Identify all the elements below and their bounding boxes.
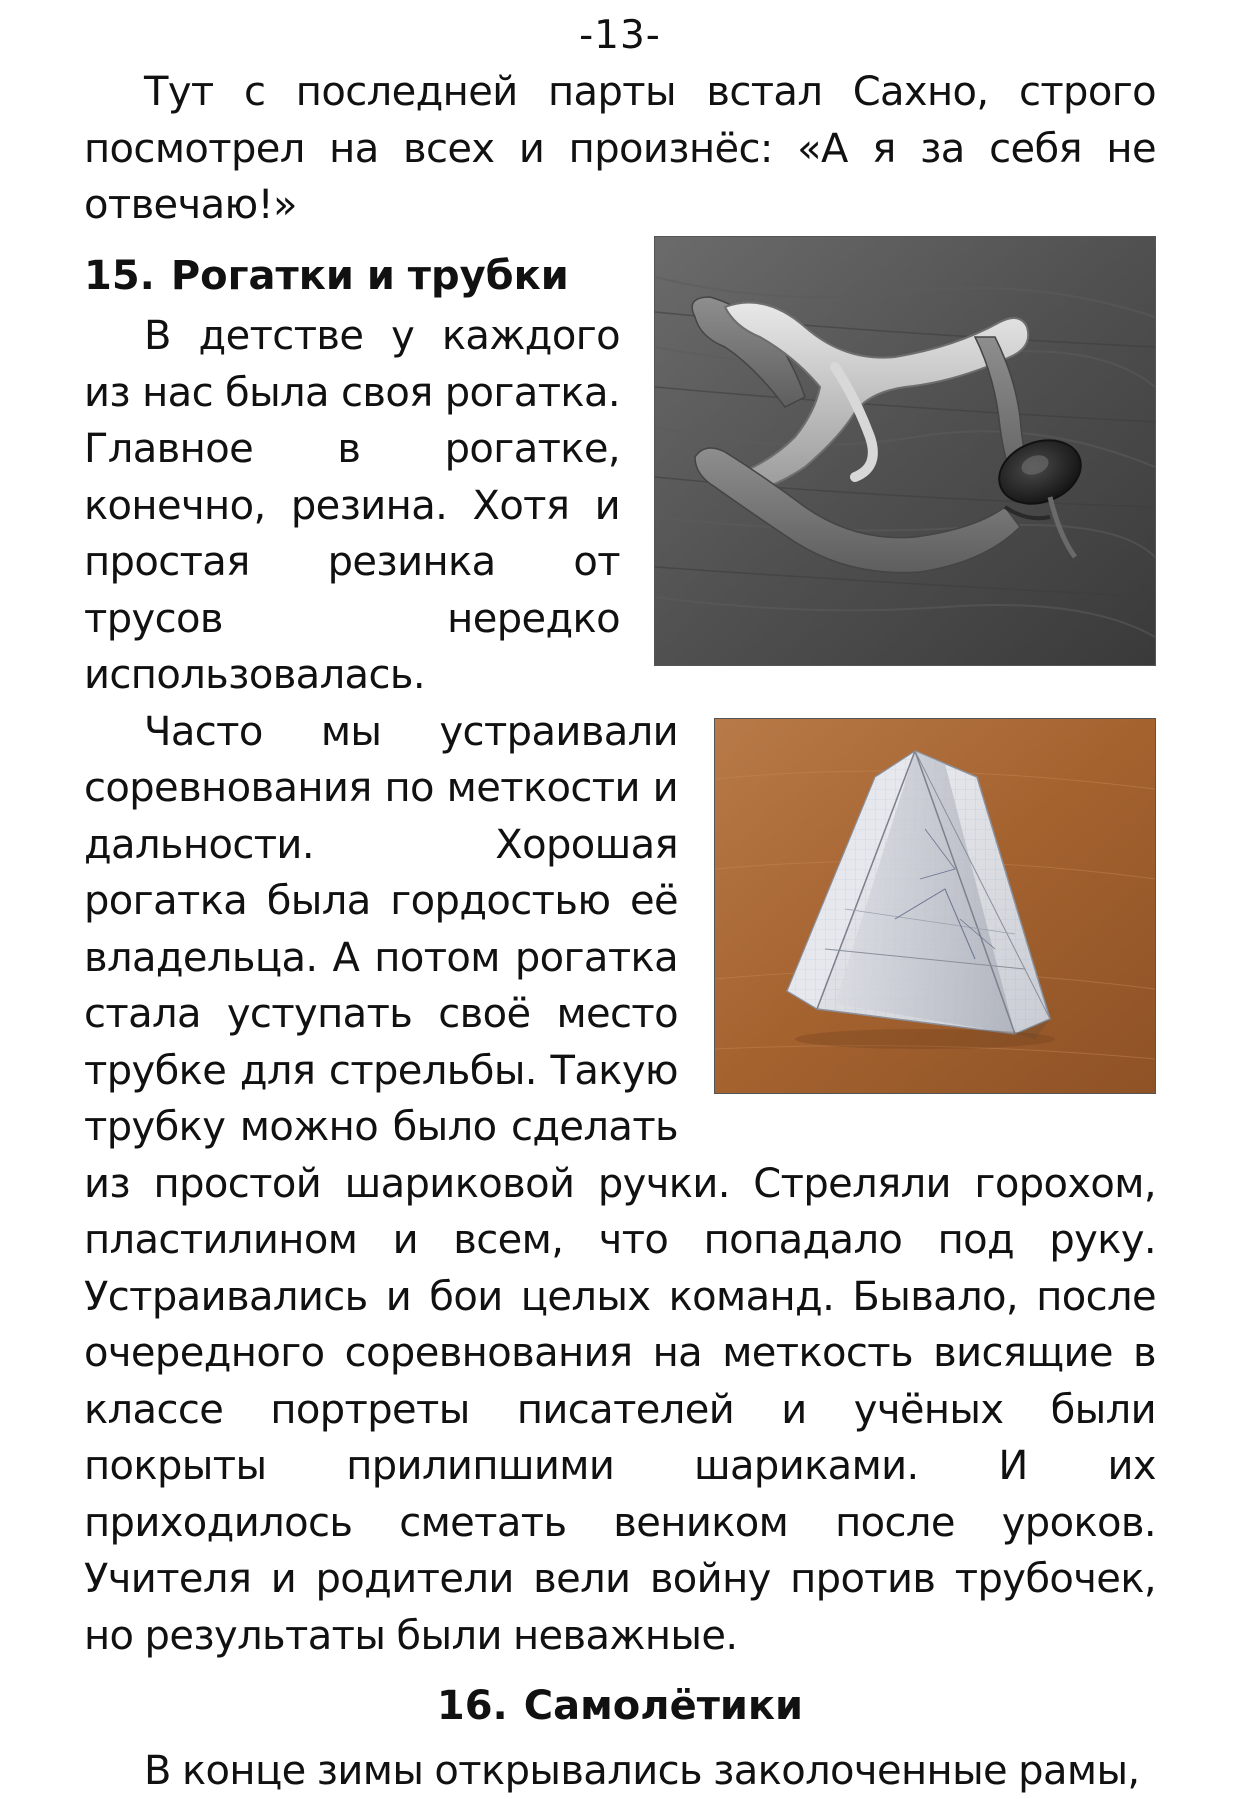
section-16-title: Самолётики [524, 1683, 803, 1729]
page-body [84, 64, 1156, 1799]
section-15-paragraph-1: В детстве у каждого из нас была своя рогатка. Главное в рогатке, конечно, резина. Хотя и простая резинка от трусов нередко использовалась. [84, 308, 1156, 704]
section-15-title: Рогатки и трубки [171, 253, 569, 299]
section-16-paragraph: В конце зимы открывались заколоченные рамы, [84, 1743, 1156, 1799]
section-15-number: 15. [84, 253, 155, 299]
section-16-heading [84, 1678, 1156, 1735]
book-page [84, 0, 1156, 1748]
section-15-paragraph-2: Часто мы устраивали соревнования по меткости и дальности. Хорошая рогатка была гордостью её владельца. А потом рогатка стала уступать своё место трубке для стрельбы. Такую трубку можно было сделать из простой шариковой ручки. Стреляли горохом, пластилином и всем, что попадало под руку. Устраивались и бои целых команд. Бывало, после очередного соревнования на меткость висящие в классе портреты писателей и учёных были покрыты прилипшими шариками. И их приходилось сметать веником после уроков. Учителя и родители вели войну против трубочек, но результаты были неважные. [84, 704, 1156, 1665]
intro-paragraph: Тут с последней парты встал Сахно, строго посмотрел на всех и произнёс: «А я за себя не отвечаю!» [84, 64, 1156, 234]
paper-plane-photo [714, 718, 1156, 1094]
page-number: -13- [84, 8, 1156, 64]
slingshot-photo [654, 236, 1156, 666]
section-16-number: 16. [437, 1683, 508, 1729]
